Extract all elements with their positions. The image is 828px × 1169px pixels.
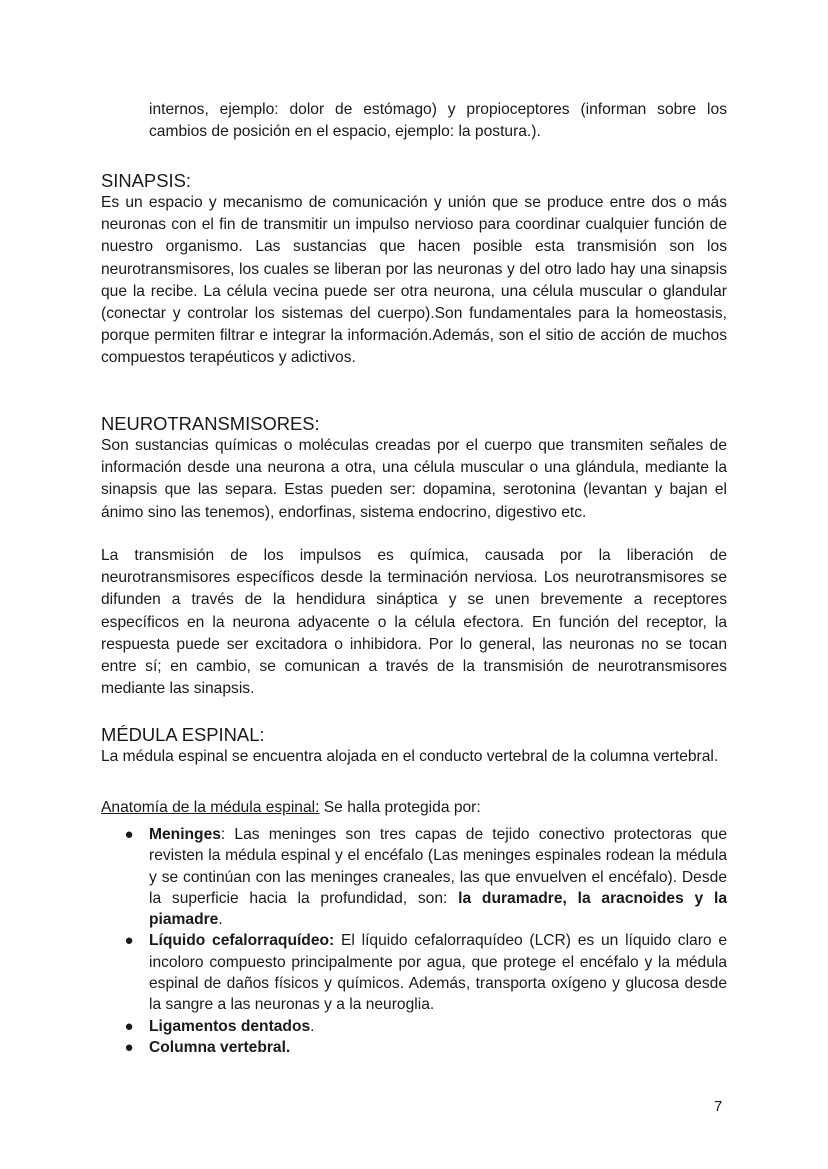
sinapsis-heading: SINAPSIS: (101, 170, 191, 191)
sinapsis-paragraph: Es un espacio y mecanismo de comunicación y unión que se produce entre dos o más neuronas con el fin de transmitir un impulso nervioso para coordinar cualquier función de nuestro organismo. Las sustancias que hacen posible esta transmisión son los neurotransmisores, los cuales se liberan por las neuronas y del otro lado hay una sinapsis que la recibe. La célula vecina puede ser otra neurona, una célula muscular o glandular (conectar y controlar los sistemas del cuerpo).Son fundamentales para la homeostasis, porque permiten filtrar e integrar la información.Además, son el sitio de acción de muchos compuestos terapéuticos y adictivos. (101, 194, 727, 367)
list-item (124, 930, 727, 1015)
anatomia-line (101, 797, 727, 819)
neurotransmisores-heading: NEUROTRANSMISORES: (101, 413, 320, 434)
list-item-tail: . (218, 911, 223, 929)
list-item-term: Meninges (149, 826, 221, 843)
list-item-text: El líquido cefalorraquídeo (LCR) es un líquido claro e incoloro compuesto principalmente por agua, que protege el encéfalo y la médula espinal de daños físicos y químicos. Además, transporta oxígeno y glucosa desde la sangre a las neuronas y a la neuroglia. (149, 932, 727, 1014)
list-item-term: Líquido cefalorraquídeo: (149, 932, 335, 950)
protection-list (124, 824, 727, 1058)
anatomia-rest: Se halla protegida por: (319, 799, 481, 816)
bullet-icon: ● (124, 1017, 134, 1035)
list-item (124, 1037, 727, 1058)
bullet-icon: ● (124, 1038, 134, 1056)
bullet-icon: ● (124, 932, 134, 950)
page-number: 7 (714, 1098, 723, 1115)
list-item-term: Columna vertebral. (149, 1038, 291, 1056)
bullet-icon: ● (124, 826, 134, 843)
list-item-term: Ligamentos dentados (149, 1017, 311, 1035)
list-item (124, 1016, 727, 1037)
neurotransmisores-paragraph-1: Son sustancias químicas o moléculas creadas por el cuerpo que transmiten señales de información desde una neurona a otra, una célula muscular o una glándula, mediante la sinapsis que las separa. Estas pueden ser: dopamina, serotonina (levantan y bajan el ánimo sino las tenemos), endorfinas, sistema endocrino, digestivo etc. (101, 437, 727, 521)
list-item (124, 824, 727, 930)
anatomia-label: Anatomía de la médula espinal: (101, 799, 320, 816)
medula-paragraph: La médula espinal se encuentra alojada en el conducto vertebral de la columna vertebral. (101, 748, 719, 765)
intro-continuation-paragraph: internos, ejemplo: dolor de estómago) y propioceptores (informan sobre los cambios de posición en el espacio, ejemplo: la postura.). (149, 101, 727, 141)
neurotransmisores-paragraph-2: La transmisión de los impulsos es química, causada por la liberación de neurotransmisores específicos desde la terminación nerviosa. Los neurotransmisores se difunden a través de la hendidura sináptica y se unen brevemente a receptores específicos en la neurona adyacente o la célula efectora. En función del receptor, la respuesta puede ser excitadora o inhibidora. Por lo general, las neuronas no se tocan entre sí; en cambio, se comunican a través de la transmisión de neurotransmisores mediante las sinapsis. (101, 547, 727, 698)
list-item-text: : Las meninges son tres capas de tejido conectivo protectoras que revisten la médula espinal y el encéfalo (Las meninges espinales rodean la médula y se continúan con las meninges craneales, las que envuelven el encéfalo). Desde la superficie hacia la profundidad, son: (149, 826, 727, 907)
list-item-tail: . (310, 1017, 315, 1035)
list-item-bold-tail: la duramadre, la aracnoides y la piamadre (149, 889, 727, 929)
medula-heading: MÉDULA ESPINAL: (101, 724, 265, 745)
